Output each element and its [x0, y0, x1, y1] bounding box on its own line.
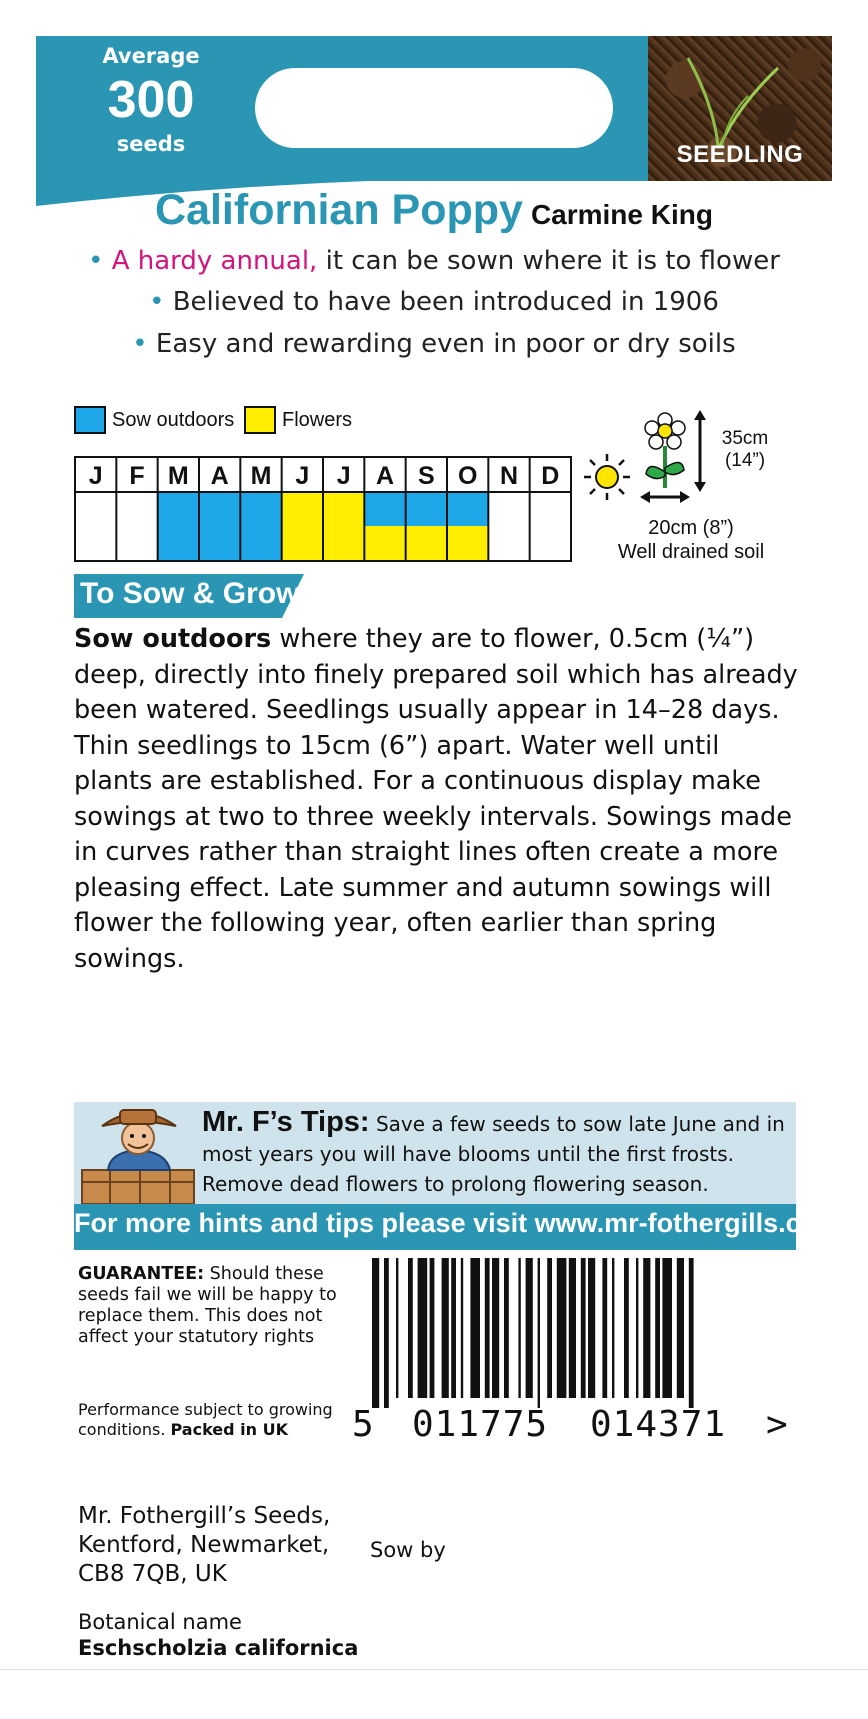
barcode-bar	[418, 1258, 428, 1398]
packed-in: Packed in UK	[170, 1420, 288, 1439]
performance-text	[78, 1400, 368, 1440]
barcode-bar	[557, 1258, 567, 1398]
calendar-flower-cell	[406, 526, 447, 560]
calendar-grid	[74, 456, 572, 562]
seeds-average-label: Average	[102, 44, 200, 68]
address-line: Kentford, Newmarket,	[78, 1532, 330, 1558]
barcode-bar	[547, 1258, 552, 1398]
calendar-sow-cell	[158, 492, 199, 560]
calendar-sow-cell	[364, 492, 405, 526]
calendar-sow-cell	[447, 492, 488, 526]
barcode-bar	[384, 1258, 389, 1408]
barcode-bar	[430, 1258, 435, 1398]
calendar-month-label: N	[499, 462, 519, 490]
bullet-item: • Believed to have been introduced in 1906	[149, 287, 719, 317]
calendar-month-label: A	[375, 462, 395, 490]
plant-height-imperial: (14”)	[724, 450, 766, 471]
barcode-bar	[581, 1258, 586, 1398]
seedling-photo	[648, 36, 832, 181]
calendar-month-label: F	[129, 462, 145, 490]
calendar-month-label: S	[417, 462, 435, 490]
barcode-right-digits: 014371	[590, 1404, 727, 1445]
barcode-bar	[636, 1258, 638, 1398]
blank-label-oval	[255, 68, 613, 148]
product-title	[0, 186, 868, 235]
bullet-text: it can be sown where it is to flower	[317, 246, 780, 276]
full-sun-icon	[582, 452, 632, 502]
address-line: Mr. Fothergill’s Seeds,	[78, 1503, 331, 1529]
visit-website-link[interactable]: For more hints and tips please visit www.mr-fothergills.co.uk	[74, 1208, 857, 1238]
barcode-arrow: >	[766, 1404, 789, 1445]
barcode-bar	[538, 1258, 540, 1408]
barcode-bar	[396, 1258, 398, 1398]
plant-height	[710, 428, 780, 472]
barcode-bar	[461, 1258, 463, 1398]
calendar-month-label: M	[250, 462, 272, 490]
barcode-bar	[655, 1258, 660, 1398]
calendar-sow-cell	[199, 492, 240, 560]
barcode-bar	[689, 1258, 694, 1408]
barcode-left-digits: 011775	[412, 1404, 549, 1445]
barcode-bar	[485, 1258, 490, 1398]
bullet-text: Believed to have been introduced in 1906	[172, 287, 719, 317]
calendar-month-label: A	[210, 462, 229, 490]
calendar-month-label: M	[167, 462, 189, 490]
legend-flowers-swatch	[244, 406, 276, 434]
calendar-sow-cell	[240, 492, 281, 560]
seeds-unit: seeds	[116, 132, 186, 156]
legend-sow-label: Sow outdoors	[112, 409, 235, 431]
calendar-month-label: J	[88, 462, 103, 490]
barcode-bar	[372, 1258, 379, 1408]
guarantee-text	[78, 1264, 368, 1348]
address-line: CB8 7QB, UK	[78, 1561, 227, 1587]
barcode-bar	[588, 1258, 595, 1398]
barcode-bar	[408, 1258, 413, 1398]
calendar-sow-cell	[406, 492, 447, 526]
bottom-rule	[0, 1669, 868, 1670]
barcode-bar	[451, 1258, 456, 1398]
legend-sow-swatch	[74, 406, 106, 434]
botanical-name: Eschscholzia californica	[78, 1636, 359, 1660]
barcode-bar	[662, 1258, 672, 1398]
bullet-text: Easy and rewarding even in poor or dry soils	[155, 329, 736, 359]
height-arrow-icon	[690, 410, 710, 492]
legend-flowers-label: Flowers	[282, 409, 353, 431]
performance-body: Performance subject to growing conditions.	[78, 1400, 333, 1439]
tips-heading: Mr. F’s Tips:	[202, 1106, 370, 1138]
barcode-bar	[492, 1258, 499, 1398]
soil-requirement: Well drained soil	[617, 541, 765, 563]
barcode-bar	[612, 1258, 614, 1398]
company-address	[78, 1502, 378, 1589]
guarantee-lead: GUARANTEE:	[78, 1264, 205, 1284]
plant-spread	[606, 516, 776, 564]
sow-by-label: Sow by	[370, 1538, 446, 1562]
calendar-month-label: J	[336, 462, 351, 490]
sow-grow-lead: Sow outdoors	[74, 624, 272, 654]
sow-grow-text: where they are to flower, 0.5cm (¼”) deep, directly into finely prepared soil which has already been watered. Seedlings usually appear in 14–28 days. Thin seedlings to 15cm (6”) apart. Water well until plants are established. For a continuous display make sowings at two to three weekly intervals. Sowings made in curves rather than straight lines often create a more pleasing effect. Late summer and autumn sowings will flower the following year, often earlier than spring sowings.	[74, 624, 798, 974]
calendar-month-label: D	[541, 462, 560, 490]
barcode-first-digit: 5	[352, 1404, 375, 1445]
plant-spread-value: 20cm (8”)	[648, 517, 734, 539]
sow-grow-instructions	[74, 622, 804, 977]
barcode-bar	[526, 1258, 533, 1398]
calendar-month-label: O	[457, 462, 478, 490]
calendar-flower-cell	[447, 526, 488, 560]
calendar-flower-cell	[323, 492, 364, 560]
botanical-name-label: Botanical name	[78, 1610, 242, 1634]
calendar-month-label: J	[295, 462, 310, 490]
barcode-bar	[569, 1258, 576, 1398]
product-name: Californian Poppy	[155, 186, 523, 234]
barcode-bar	[442, 1258, 449, 1398]
mr-f-mascot-icon	[80, 1104, 198, 1204]
tips-body: Save a few seeds to sow late June and in most years you will have blooms until the first frosts. Remove dead flowers to prolong flowering season.	[202, 1112, 785, 1196]
barcode-bars	[352, 1258, 796, 1408]
calendar-flower-cell	[282, 492, 323, 560]
barcode-bar	[677, 1258, 684, 1398]
barcode-bar	[602, 1258, 607, 1398]
plant-height-metric: 35cm	[721, 428, 769, 449]
barcode-bar	[470, 1258, 480, 1398]
tips-text	[202, 1107, 792, 1199]
barcode-bar	[504, 1258, 509, 1398]
spread-arrow-icon	[640, 488, 690, 506]
barcode-bar	[643, 1258, 650, 1398]
product-variety: Carmine King	[530, 199, 713, 230]
bullet-highlight: A hardy annual,	[111, 246, 318, 276]
sow-grow-heading: To Sow & Grow	[80, 577, 300, 610]
calendar-flower-cell	[364, 526, 405, 560]
seeds-count: 300	[107, 71, 195, 129]
bullet-item: • A hardy annual, it can be sown where it is to flower	[88, 246, 780, 276]
sowing-calendar	[74, 456, 572, 562]
barcode-bar	[518, 1258, 520, 1398]
guarantee-body: Should these seeds fail we will be happy to replace them. This does not affect your statutory rights	[78, 1264, 337, 1347]
bullet-item: • Easy and rewarding even in poor or dry soils	[132, 329, 736, 359]
seedling-label: SEEDLING	[676, 141, 804, 168]
barcode-bar	[624, 1258, 629, 1398]
